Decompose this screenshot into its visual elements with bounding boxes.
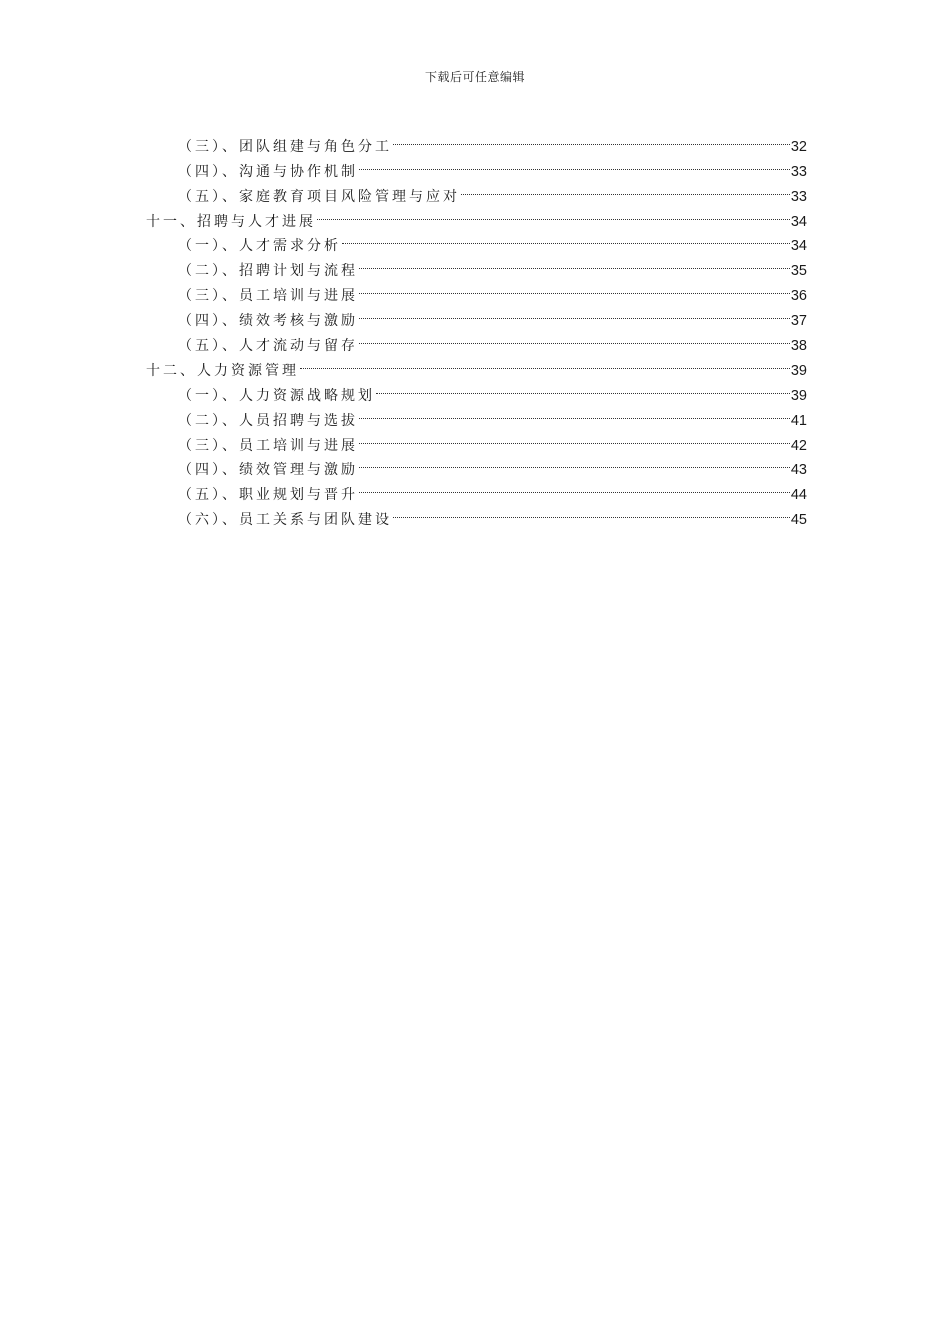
toc-entry-title: （一）、人才需求分析 <box>178 238 341 255</box>
toc-entry-title: 十一、招聘与人才进展 <box>146 213 316 230</box>
toc-dot-leader <box>359 474 790 499</box>
toc-page-number: 32 <box>790 138 807 155</box>
toc-entry-title: 十二、人力资源管理 <box>146 362 299 379</box>
toc-dot-leader <box>359 325 790 350</box>
toc-dot-leader <box>359 450 790 475</box>
toc-page-number: 34 <box>790 213 807 230</box>
toc-page-number: 33 <box>790 188 807 205</box>
toc-page-number: 43 <box>790 462 807 479</box>
toc-page-number: 33 <box>790 163 807 180</box>
toc-section-entry[interactable] <box>146 126 807 155</box>
toc-entry-title: （二）、人员招聘与选拔 <box>178 412 358 429</box>
toc-dot-leader <box>359 425 790 450</box>
toc-page-number: 39 <box>790 387 807 404</box>
table-of-contents <box>146 126 807 529</box>
toc-entry-title: （一）、人力资源战略规划 <box>178 387 375 404</box>
toc-entry-title: （五）、家庭教育项目风险管理与应对 <box>178 188 460 205</box>
toc-page-number: 44 <box>790 487 807 504</box>
toc-dot-leader <box>376 375 790 400</box>
toc-page-number: 37 <box>790 313 807 330</box>
toc-page-number: 45 <box>790 512 807 529</box>
toc-dot-leader <box>359 250 790 275</box>
toc-dot-leader <box>342 226 790 251</box>
toc-entry-title: （三）、团队组建与角色分工 <box>178 138 392 155</box>
toc-dot-leader <box>393 499 790 524</box>
toc-entry-title: （三）、员工培训与进展 <box>178 437 358 454</box>
toc-dot-leader <box>461 176 790 201</box>
toc-dot-leader <box>359 151 790 176</box>
toc-page-number: 38 <box>790 338 807 355</box>
toc-dot-leader <box>393 126 790 151</box>
toc-page-number: 41 <box>790 412 807 429</box>
toc-entry-title: （二）、招聘计划与流程 <box>178 263 358 280</box>
toc-dot-leader <box>359 275 790 300</box>
toc-page-number: 42 <box>790 437 807 454</box>
toc-entry-title: （四）、绩效管理与激励 <box>178 462 358 479</box>
toc-entry-title: （四）、绩效考核与激励 <box>178 313 358 330</box>
toc-entry-title: （五）、职业规划与晋升 <box>178 487 358 504</box>
toc-entry-title: （三）、员工培训与进展 <box>178 288 358 305</box>
toc-page-number: 35 <box>790 263 807 280</box>
toc-page-number: 34 <box>790 238 807 255</box>
toc-entry-title: （六）、员工关系与团队建设 <box>178 512 392 529</box>
toc-entry-title: （五）、人才流动与留存 <box>178 338 358 355</box>
toc-entry-title: （四）、沟通与协作机制 <box>178 163 358 180</box>
page-header: 下载后可任意编辑 <box>424 70 525 84</box>
toc-page-number: 39 <box>790 362 807 379</box>
toc-dot-leader <box>300 350 790 375</box>
toc-dot-leader <box>359 300 790 325</box>
toc-page-number: 36 <box>790 288 807 305</box>
toc-dot-leader <box>317 201 790 226</box>
toc-dot-leader <box>359 400 790 425</box>
